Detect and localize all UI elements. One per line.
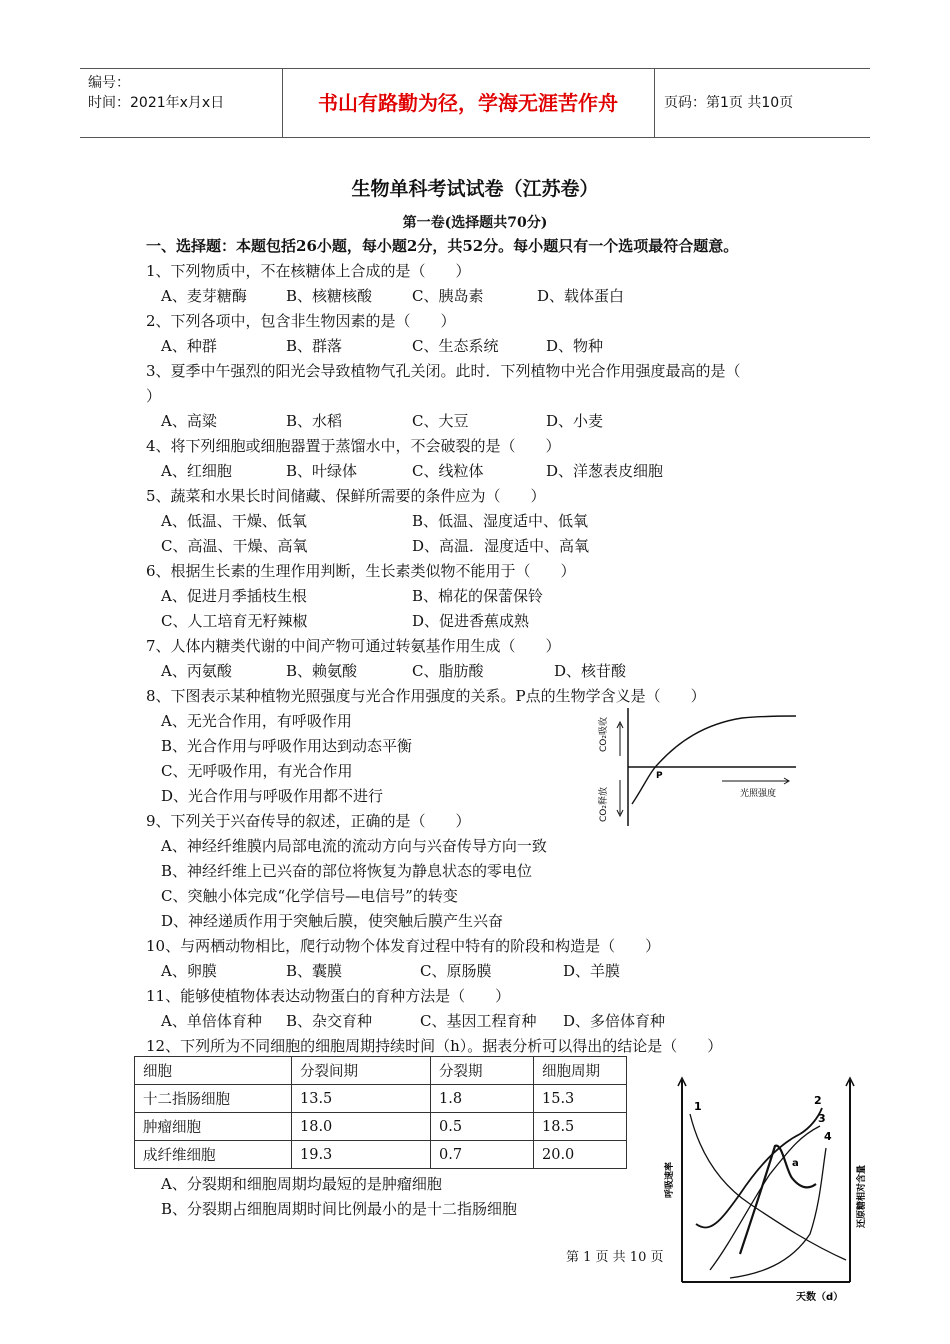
question-12-stem: 12、下列所为不同细胞的细胞周期持续时间（h）。据表分析可以得出的结论是（ ）: [146, 1037, 723, 1055]
figure2-label-1: 1: [694, 1100, 702, 1113]
table-cell: 19.3: [292, 1141, 431, 1169]
q9-option-b: B、神经纤维上已兴奋的部位将恢复为静息状态的零电位: [161, 862, 533, 880]
q4-option-c: C、线粒体: [412, 462, 484, 480]
q4-option-d: D、洋葱表皮细胞: [546, 462, 664, 480]
respiration-figure: [650, 1074, 870, 1308]
page-title: 生物单科考试试卷（江苏卷）: [351, 178, 599, 200]
figure2-label-4: 4: [824, 1130, 832, 1143]
q2-option-a: A、种群: [161, 337, 217, 355]
q4-option-b: B、叶绿体: [286, 462, 358, 480]
q3-option-a: A、高粱: [161, 412, 217, 430]
question-3-stem: 3、夏季中午强烈的阳光会导致植物气孔关闭。此时．下列植物中光合作用强度最高的是（: [146, 362, 741, 380]
table-header-cell: 细胞周期: [534, 1057, 627, 1085]
page-subtitle: 第一卷(选择题共70分): [402, 215, 548, 231]
table-cell: 1.8: [431, 1085, 534, 1113]
table-cell: 18.5: [534, 1113, 627, 1141]
time-label: 时间：2021年x月x日: [88, 95, 225, 111]
question-1-stem: 1、下列物质中，不在核糖体上合成的是（ ）: [146, 262, 471, 280]
page-footer: 第 1 页 共 10 页: [566, 1250, 664, 1265]
q7-option-b: B、赖氨酸: [286, 662, 358, 680]
q2-option-d: D、物种: [546, 337, 604, 355]
q5-option-a: A、低温、干燥、低氧: [161, 512, 307, 530]
q8-option-a: A、无光合作用，有呼吸作用: [161, 712, 352, 730]
table-cell: 成纤维细胞: [135, 1141, 292, 1169]
question-8-stem: 8、下图表示某种植物光照强度与光合作用强度的关系。P点的生物学含义是（ ）: [146, 687, 706, 705]
q6-option-d: D、促进香蕉成熟: [412, 612, 530, 630]
figure2-curve-a: [740, 1146, 816, 1254]
figure2-curve-3: [710, 1126, 820, 1270]
question-2-stem: 2、下列各项中，包含非生物因素的是（ ）: [146, 312, 456, 330]
q10-option-a: A、卵膜: [161, 962, 217, 980]
table-row: [135, 1085, 627, 1113]
figure2-xlabel: 天数（d）: [796, 1292, 844, 1303]
q7-option-d: D、核苷酸: [554, 662, 627, 680]
figure1-xlabel: 光照强度: [740, 789, 777, 799]
header-page-label: 页码：第1页 共10页: [664, 95, 794, 111]
figure2-label-3: 3: [818, 1112, 826, 1125]
q2-option-c: C、生态系统: [412, 337, 499, 355]
q10-option-b: B、囊膜: [286, 962, 343, 980]
section-heading: 一、选择题：本题包括26小题，每小题2分，共52分。每小题只有一个选项最符合题意。: [146, 237, 739, 255]
table-header-cell: 分裂期: [431, 1057, 534, 1085]
figure2-label-2: 2: [814, 1094, 822, 1107]
question-4-stem: 4、将下列细胞或细胞器置于蒸馏水中，不会破裂的是（ ）: [146, 437, 561, 455]
figure1-point-label: P: [656, 771, 663, 781]
table-row: [135, 1113, 627, 1141]
table-header-cell: 分裂间期: [292, 1057, 431, 1085]
question-9-stem: 9、下列关于兴奋传导的叙述，正确的是（ ）: [146, 812, 471, 830]
q12-option-b: B、分裂期占细胞周期时间比例最小的是十二指肠细胞: [161, 1200, 518, 1218]
q11-option-b: B、杂交育种: [286, 1012, 373, 1030]
q5-option-b: B、低温、湿度适中、低氧: [412, 512, 589, 530]
header-meta: [88, 73, 278, 113]
figure1-ylabel-bottom: CO₂释放: [599, 787, 609, 822]
q8-option-d: D、光合作用与呼吸作用都不进行: [161, 787, 384, 805]
q7-option-c: C、脂肪酸: [412, 662, 484, 680]
question-10-stem: 10、与两栖动物相比，爬行动物个体发育过程中特有的阶段和构造是（ ）: [146, 937, 661, 955]
q9-option-a: A、神经纤维膜内局部电流的流动方向与兴奋传导方向一致: [161, 837, 547, 855]
table-cell: 15.3: [534, 1085, 627, 1113]
q6-option-c: C、人工培育无籽辣椒: [161, 612, 308, 630]
page-header: [80, 68, 870, 138]
table-cell: 十二指肠细胞: [135, 1085, 292, 1113]
question-7-stem: 7、人体内糖类代谢的中间产物可通过转氨基作用生成（ ）: [146, 637, 561, 655]
table-cell: 20.0: [534, 1141, 627, 1169]
q1-option-b: B、核糖核酸: [286, 287, 373, 305]
q10-option-c: C、原肠膜: [420, 962, 492, 980]
figure1-ylabel-top: CO₂吸收: [599, 717, 609, 752]
q8-option-c: C、无呼吸作用，有光合作用: [161, 762, 353, 780]
q5-option-c: C、高温、干燥、高氧: [161, 537, 308, 555]
q8-option-b: B、光合作用与呼吸作用达到动态平衡: [161, 737, 413, 755]
table-cell: 13.5: [292, 1085, 431, 1113]
q3-option-b: B、水稻: [286, 412, 343, 430]
header-motto: 书山有路勤为径，学海无涯苦作舟: [318, 91, 618, 115]
table-cell: 0.7: [431, 1141, 534, 1169]
figure2-label-a: a: [792, 1158, 799, 1169]
question-11-stem: 11、能够使植物体表达动物蛋白的育种方法是（ ）: [146, 987, 511, 1005]
q2-option-b: B、群落: [286, 337, 343, 355]
q1-option-a: A、麦芽糖酶: [161, 287, 247, 305]
q3-option-c: C、大豆: [412, 412, 469, 430]
q11-option-a: A、单倍体育种: [161, 1012, 262, 1030]
photosynthesis-figure: [592, 704, 802, 828]
q12-option-a: A、分裂期和细胞周期均最短的是肿瘤细胞: [161, 1175, 442, 1193]
q11-option-d: D、多倍体育种: [563, 1012, 666, 1030]
q6-option-a: A、促进月季插枝生根: [161, 587, 307, 605]
table-cell: 0.5: [431, 1113, 534, 1141]
q5-option-d: D、高温．湿度适中、高氧: [412, 537, 590, 555]
figure2-curve-1: [690, 1114, 846, 1260]
q11-option-c: C、基因工程育种: [420, 1012, 537, 1030]
table-cell: 肿瘤细胞: [135, 1113, 292, 1141]
q1-option-d: D、载体蛋白: [537, 287, 625, 305]
q4-option-a: A、红细胞: [161, 462, 232, 480]
figure2-right-axis-label: 还原糖相对含量: [857, 1164, 867, 1228]
table-header-row: [135, 1057, 627, 1085]
q1-option-c: C、胰岛素: [412, 287, 484, 305]
q3-option-d: D、小麦: [546, 412, 604, 430]
table-cell: 18.0: [292, 1113, 431, 1141]
figure2-left-axis-label: 呼吸速率: [665, 1161, 675, 1198]
question-6-stem: 6、根据生长素的生理作用判断，生长素类似物不能用于（ ）: [146, 562, 576, 580]
figure2-curve-4: [730, 1148, 826, 1278]
question-5-stem: 5、蔬菜和水果长时间储藏、保鲜所需要的条件应为（ ）: [146, 487, 546, 505]
question-3-stem-cont: ）: [146, 387, 162, 405]
q7-option-a: A、丙氨酸: [161, 662, 232, 680]
number-label: 编号：: [88, 75, 130, 91]
header-divider: [654, 69, 655, 137]
q9-option-c: C、突触小体完成“化学信号—电信号”的转变: [161, 887, 458, 905]
cell-cycle-table: [134, 1056, 627, 1169]
table-row: [135, 1141, 627, 1169]
q10-option-d: D、羊膜: [563, 962, 621, 980]
q9-option-d: D、神经递质作用于突触后膜，使突触后膜产生兴奋: [161, 912, 504, 930]
table-header-cell: 细胞: [135, 1057, 292, 1085]
q6-option-b: B、棉花的保蕾保铃: [412, 587, 544, 605]
